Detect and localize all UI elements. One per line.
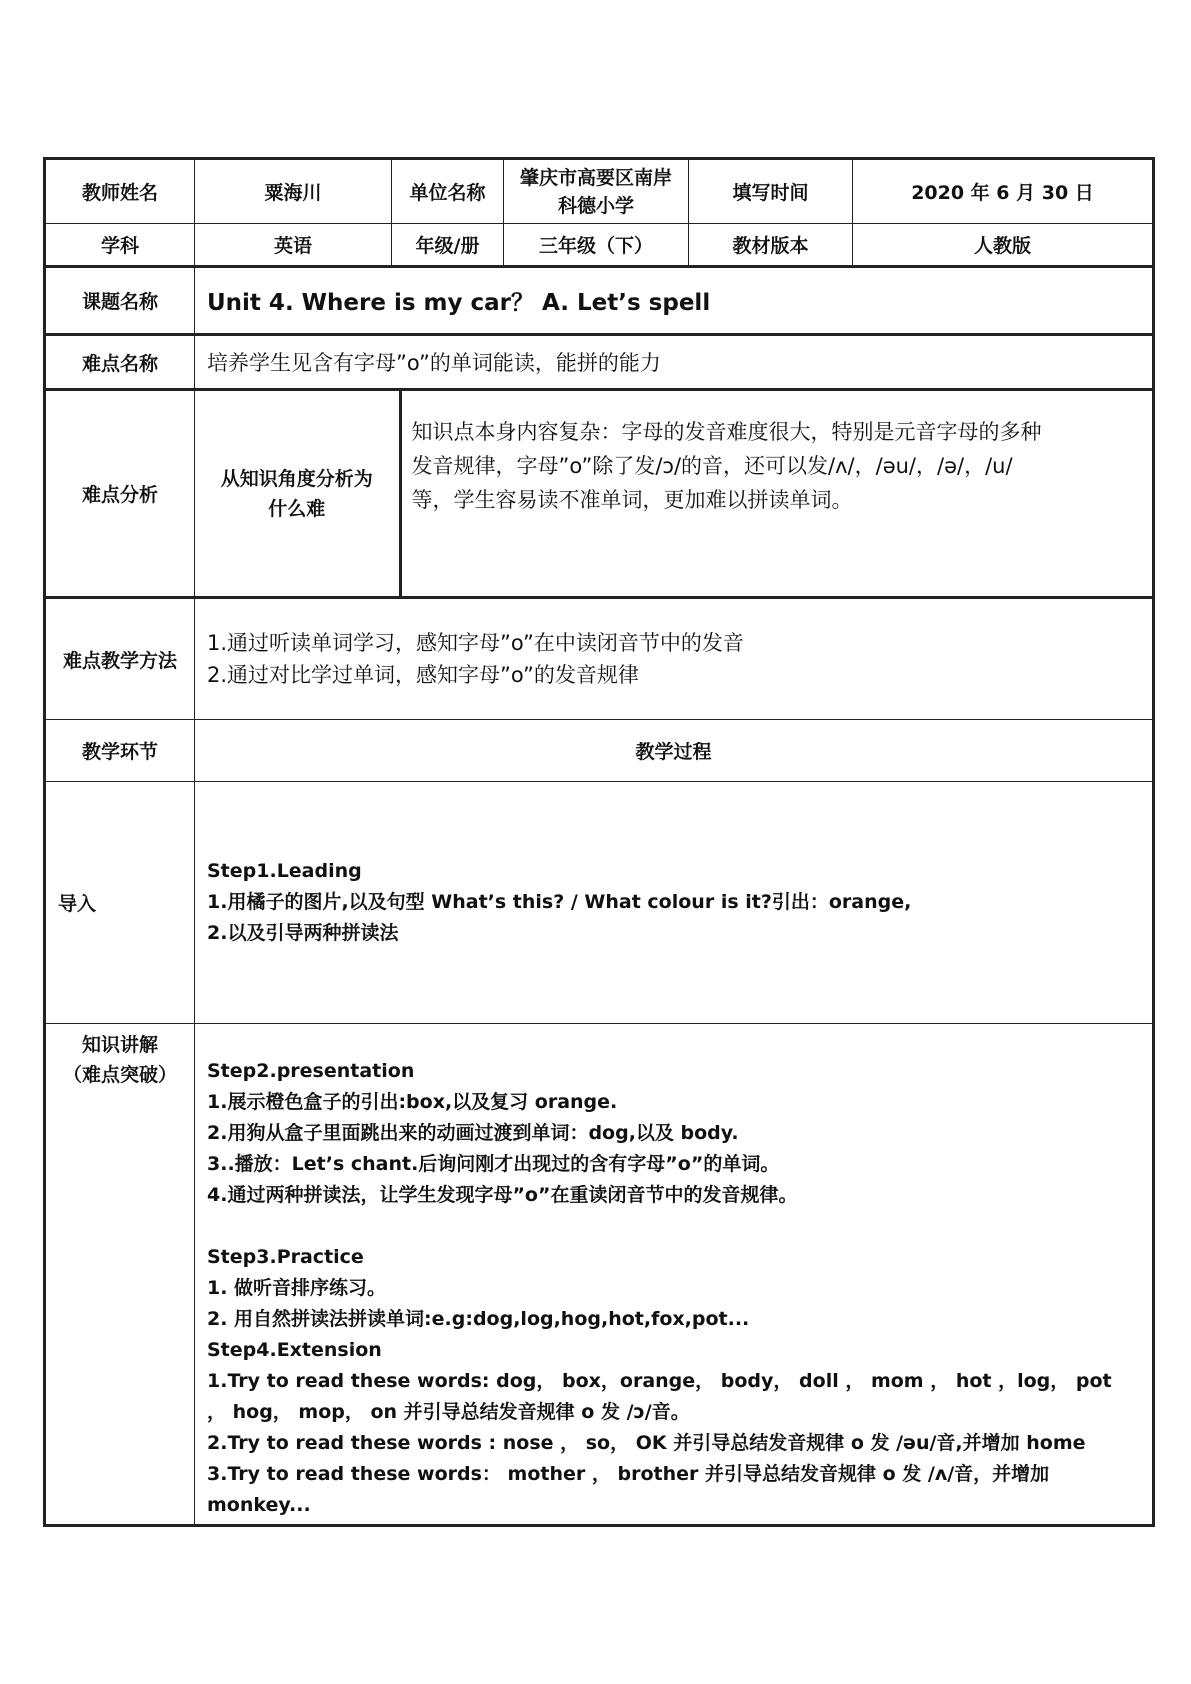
analysis-sublabel-line2: 什么难 <box>268 497 326 520</box>
topic-value: Unit 4. Where is my car？ A. Let’s spell <box>207 290 711 316</box>
analysis-row <box>45 390 1154 598</box>
difficulty-row <box>45 335 1154 390</box>
analysis-text-line2: 发音规律，字母”o”除了发/ɔ/的音，还可以发/ʌ/，/əu/，/ə/，/u/ <box>411 454 1013 478</box>
difficulty-label: 难点名称 <box>45 335 195 390</box>
unit-name <box>504 159 689 224</box>
date-label: 填写时间 <box>689 159 853 224</box>
explain-label-line1: 知识讲解 <box>81 1034 158 1056</box>
analysis-inner-table <box>195 391 1152 596</box>
method-cell <box>195 598 1154 720</box>
explain-line: Step4.Extension <box>207 1339 382 1361</box>
explain-line: 2. 用自然拼读法拼读单词:e.g:dog,log,hog,hot,fox,pot... <box>207 1308 750 1330</box>
analysis-sublabel-line1: 从知识角度分析为 <box>220 467 373 490</box>
explain-line: monkey... <box>207 1494 311 1516</box>
topic-cell <box>195 267 1154 335</box>
analysis-text-line1: 知识点本身内容复杂：字母的发音难度很大，特别是元音字母的多种 <box>411 420 1042 444</box>
explain-line: 2.用狗从盒子里面跳出来的动画过渡到单词：dog,以及 body. <box>207 1122 739 1144</box>
explain-row <box>45 1024 1154 1526</box>
explain-label <box>45 1024 195 1526</box>
unit-name-line2: 科德小学 <box>557 194 634 217</box>
intro-label: 导入 <box>45 782 195 1024</box>
method-line1: 1.通过听读单词学习，感知字母”o”在中读闭音节中的发音 <box>207 631 744 655</box>
intro-line: 2.以及引导两种拼读法 <box>207 922 399 944</box>
method-line2: 2.通过对比学过单词，感知字母”o”的发音规律 <box>207 663 639 687</box>
header-row-1 <box>45 159 1154 224</box>
edition-label: 教材版本 <box>689 224 853 267</box>
explain-line: 1.Try to read these words: dog， box，orange， body， doll ， mom ， hot ，log， pot <box>207 1370 1112 1392</box>
process-header-row <box>45 720 1154 782</box>
lesson-plan-table <box>43 157 1155 1527</box>
method-label: 难点教学方法 <box>45 598 195 720</box>
analysis-text-line3: 等，学生容易读不准单词，更加难以拼读单词。 <box>411 488 853 512</box>
topic-label: 课题名称 <box>45 267 195 335</box>
explain-line: 1.展示橙色盒子的引出:box,以及复习 orange. <box>207 1091 618 1113</box>
unit-name-line1: 肇庆市高要区南岸 <box>519 166 672 189</box>
subject-value: 英语 <box>195 224 392 267</box>
explain-line: Step3.Practice <box>207 1246 364 1268</box>
analysis-label: 难点分析 <box>45 390 195 598</box>
date-value: 2020 年 6 月 30 日 <box>853 159 1154 224</box>
intro-line: 1.用橘子的图片,以及句型 What’s this? / What colour is it?引出：orange, <box>207 891 912 913</box>
explain-cell <box>195 1024 1154 1526</box>
grade-label: 年级/册 <box>392 224 504 267</box>
explain-line-blank <box>207 1211 1140 1242</box>
explain-line: 3..播放：Let’s chant.后询问刚才出现过的含有字母”o”的单词。 <box>207 1153 780 1175</box>
subject-label: 学科 <box>45 224 195 267</box>
method-row <box>45 598 1154 720</box>
explain-label-line2: （难点突破） <box>62 1064 177 1086</box>
explain-line: Step2.presentation <box>207 1060 415 1082</box>
analysis-cell <box>195 390 1154 598</box>
unit-label: 单位名称 <box>392 159 504 224</box>
teacher-name: 粟海川 <box>195 159 392 224</box>
analysis-sublabel <box>195 391 400 596</box>
explain-line: 4.通过两种拼读法，让学生发现字母”o”在重读闭音节中的发音规律。 <box>207 1184 798 1206</box>
intro-cell <box>195 782 1154 1024</box>
explain-line: ， hog， mop， on 并引导总结发音规律 o 发 /ɔ/音。 <box>207 1401 690 1423</box>
header-row-2 <box>45 224 1154 267</box>
topic-row <box>45 267 1154 335</box>
intro-line: Step1.Leading <box>207 860 362 882</box>
teacher-label: 教师姓名 <box>45 159 195 224</box>
edition-value: 人教版 <box>853 224 1154 267</box>
grade-value: 三年级（下） <box>504 224 689 267</box>
explain-line: 1. 做听音排序练习。 <box>207 1277 387 1299</box>
lesson-plan-sheet <box>43 157 1152 1527</box>
explain-line: 2.Try to read these words : nose ， so， OK 并引导总结发音规律 o 发 /əu/音,并增加 home <box>207 1432 1086 1454</box>
process-label: 教学过程 <box>195 720 1154 782</box>
difficulty-value: 培养学生见含有字母”o”的单词能读，能拼的能力 <box>195 335 1154 390</box>
process-stage-label: 教学环节 <box>45 720 195 782</box>
analysis-text <box>400 391 1152 596</box>
intro-row <box>45 782 1154 1024</box>
explain-line: 3.Try to read these words： mother ， brother 并引导总结发音规律 o 发 /ʌ/音，并增加 <box>207 1463 1050 1485</box>
